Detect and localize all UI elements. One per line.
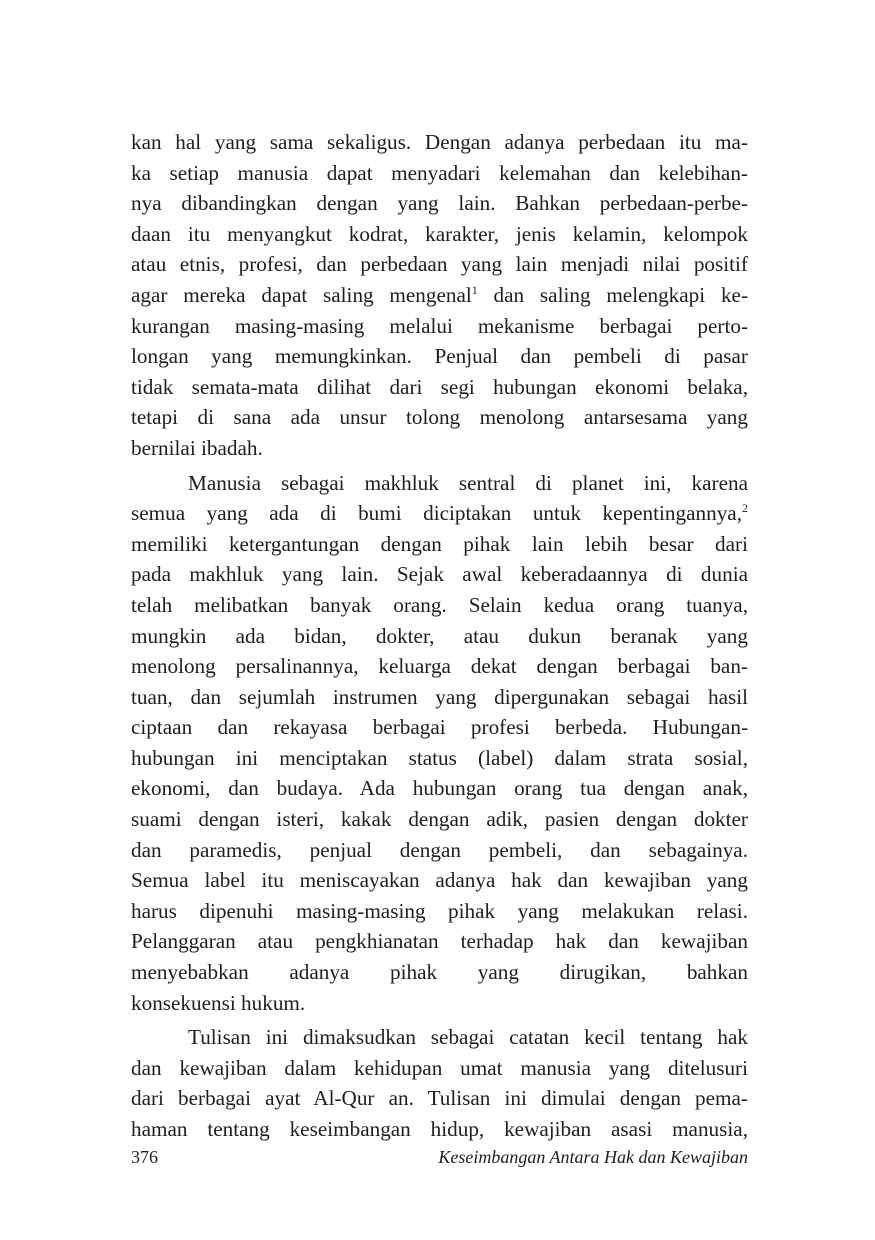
text-line: bernilai ibadah. <box>131 435 263 460</box>
text-line: menyebabkan adanya pihak yang dirugikan, bahkan <box>131 960 748 985</box>
text-line: ekonomi, dan budaya. Ada hubungan orang tua dengan anak, <box>131 776 748 801</box>
paragraph-1 <box>131 127 748 464</box>
text-line: dari berbagai ayat Al-Qur an. Tulisan ini dimulai dengan pema- <box>131 1086 748 1111</box>
page-footer <box>131 1144 748 1170</box>
text-line: ka setiap manusia dapat menyadari kelemahan dan kelebihan- <box>131 160 748 185</box>
text-line: tuan, dan sejumlah instrumen yang dipergunakan sebagai hasil <box>131 684 748 709</box>
text-line: Tulisan ini dimaksudkan sebagai catatan kecil tentang hak <box>188 1025 748 1050</box>
text-line: hubungan ini menciptakan status (label) dalam strata sosial, <box>131 745 748 770</box>
text-line: suami dengan isteri, kakak dengan adik, pasien dengan dokter <box>131 807 748 832</box>
text-line: telah melibatkan banyak orang. Selain kedua orang tuanya, <box>131 592 748 617</box>
text-line: harus dipenuhi masing-masing pihak yang melakukan relasi. <box>131 898 748 923</box>
text-line: dan paramedis, penjual dengan pembeli, dan sebagainya. <box>131 837 748 862</box>
text-line: dan kewajiban dalam kehidupan umat manusia yang ditelusuri <box>131 1055 748 1080</box>
text-line: atau etnis, profesi, dan perbedaan yang lain menjadi nilai positif <box>131 252 748 277</box>
paragraph-3 <box>131 1022 748 1144</box>
body-text <box>131 127 748 1145</box>
text-line: daan itu menyangkut kodrat, karakter, jenis kelamin, kelompok <box>131 221 748 246</box>
text-line: memiliki ketergantungan dengan pihak lain lebih besar dari <box>131 531 748 556</box>
line-text-before: semua yang ada di bumi diciptakan untuk kepentingannya, <box>131 501 742 526</box>
text-line: pada makhluk yang lain. Sejak awal keberadaannya di dunia <box>131 562 748 587</box>
text-line: konsekuensi hukum. <box>131 990 306 1015</box>
line-text-after: dan saling melengkapi ke- <box>477 282 748 307</box>
text-line: mungkin ada bidan, dokter, atau dukun beranak yang <box>131 623 748 648</box>
page-number: 376 <box>131 1147 158 1167</box>
text-line: kurangan masing-masing melalui mekanisme berbagai perto- <box>131 313 748 338</box>
footnote-marker[interactable]: 2 <box>742 501 748 516</box>
text-line: tidak semata-mata dilihat dari segi hubungan ekonomi belaka, <box>131 374 748 399</box>
paragraph-2 <box>131 468 748 1019</box>
text-line: ciptaan dan rekayasa berbagai profesi berbeda. Hubungan- <box>131 715 748 740</box>
text-line: Pelanggaran atau pengkhianatan terhadap hak dan kewajiban <box>131 929 748 954</box>
line-text-before: agar mereka dapat saling mengenal <box>131 282 472 307</box>
text-line: longan yang memungkinkan. Penjual dan pembeli di pasar <box>131 344 748 369</box>
text-line: nya dibandingkan dengan yang lain. Bahkan perbedaan-perbe- <box>131 191 748 216</box>
text-line: Manusia sebagai makhluk sentral di planet ini, karena <box>188 470 748 495</box>
running-title: Keseimbangan Antara Hak dan Kewajiban <box>438 1147 748 1167</box>
text-line: Semua label itu meniscayakan adanya hak dan kewajiban yang <box>131 868 748 893</box>
text-line: kan hal yang sama sekaligus. Dengan adanya perbedaan itu ma- <box>131 130 748 154</box>
footnote-marker[interactable]: 1 <box>471 282 478 297</box>
text-line-with-footnote <box>131 280 748 311</box>
text-line: menolong persalinannya, keluarga dekat dengan berbagai ban- <box>131 654 748 679</box>
text-line-with-footnote <box>131 498 748 529</box>
text-line: haman tentang keseimbangan hidup, kewajiban asasi manusia, <box>131 1117 748 1141</box>
text-line: tetapi di sana ada unsur tolong menolong antarsesama yang <box>131 405 748 430</box>
